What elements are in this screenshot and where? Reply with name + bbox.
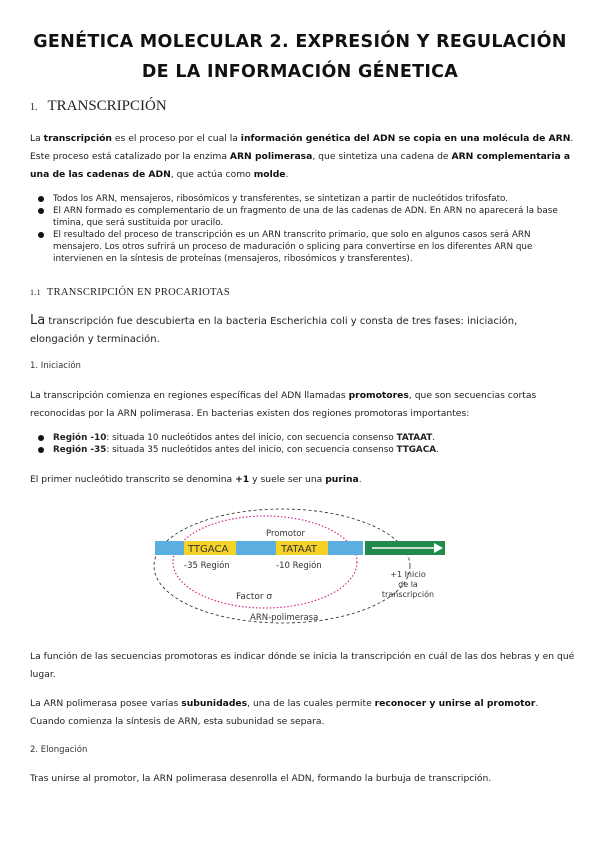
- bold-term: ARN complementaria a una de las cadenas de ADN: [30, 151, 571, 180]
- polimerasa-label: ARN-polimerasa: [250, 613, 319, 623]
- subsection-number: 1.1: [30, 288, 41, 297]
- page-title: GENÉTICA MOLECULAR 2. EXPRESIÓN Y REGULACIÓN DE LA INFORMACIÓN GÉNETICA: [33, 32, 567, 82]
- bold-term: molde: [253, 169, 286, 180]
- section-heading-transcripcion: [30, 98, 167, 115]
- text: .: [436, 445, 439, 455]
- funcion-paragraph: La función de las secuencias promotoras es indicar dónde se inicia la transcripción en cuál de las dos hebras y en qué lugar.: [30, 651, 575, 680]
- text: transcripción fue descubierta en la bacteria Escherichia coli y consta de tres fases: iniciación, elongación y terminación.: [30, 316, 518, 345]
- text: : situada 35 nucleótidos antes del inicio, con secuencia consenso: [106, 445, 397, 455]
- bold-term: transcripción: [43, 133, 112, 144]
- bold-term: purina: [325, 474, 359, 485]
- bold-term: ARN polimerasa: [229, 151, 313, 162]
- text: , que son secuencias cortas reconocidas por la ARN polimerasa. En bacterias existen dos regiones promotoras importantes:: [30, 390, 537, 419]
- bold-term: subunidades: [181, 698, 248, 709]
- list-item: [38, 444, 573, 456]
- box-10-text: TATAAT: [281, 544, 318, 555]
- subheading-elongacion: 2. Elongación: [30, 745, 88, 755]
- elongacion-paragraph: Tras unirse al promotor, la ARN polimerasa desenrolla el ADN, formando la burbuja de transcripción.: [30, 773, 492, 784]
- list-item-text: Todos los ARN, mensajeros, ribosómicos y transferentes, se sintetizan a partir de nucleótidos trifosfato.: [53, 194, 509, 204]
- text: .: [432, 433, 435, 443]
- text: es el proceso por el cual la: [111, 133, 241, 144]
- primer-nucleotido-paragraph: [30, 471, 575, 489]
- subsection-heading-procariotas: [30, 287, 230, 298]
- bullet-icon: [38, 447, 44, 453]
- bullet-icon: [38, 232, 44, 238]
- section-number: 1.: [30, 102, 38, 113]
- inicio-label-3: transcripción: [381, 590, 435, 599]
- list-item-text: El resultado del proceso de transcripción es un ARN transcrito primario, que solo en algunos casos será ARN mensajero. Los otros sufrirá un proceso de maduración o splicing para convertirse en los diferentes ARN que intervienen en la síntesis de proteínas (mensajeros, ribosómicos y transferentes).: [53, 230, 533, 264]
- text: y suele ser una: [249, 474, 326, 485]
- procariotas-paragraph: [30, 312, 575, 349]
- subheading-iniciacion: 1. Iniciación: [30, 361, 81, 371]
- text: .: [358, 474, 362, 485]
- list-item: [38, 229, 573, 265]
- inicio-label-2: de la: [398, 580, 418, 589]
- subunidades-paragraph: [30, 695, 575, 731]
- text: , una de las cuales permite: [247, 698, 375, 709]
- bold-term: +1: [235, 474, 250, 485]
- bullet-icon: [38, 435, 44, 441]
- text: La: [30, 133, 44, 144]
- promotor-label: Promotor: [266, 529, 305, 539]
- bold-term: Región -35: [53, 445, 107, 455]
- text: .: [285, 169, 289, 180]
- bold-term: TTGACA: [396, 445, 436, 455]
- text: La ARN polimerasa posee varias: [30, 698, 182, 709]
- list-item: [38, 193, 573, 205]
- factor-sigma-label: Factor σ: [236, 592, 273, 602]
- section-title: TRANSCRIPCIÓN: [47, 98, 167, 114]
- list-item-text: El ARN formado es complementario de un fragmento de una de las cadenas de ADN. En ARN no aparecerá la base timina, que será sustituida por uracilo.: [53, 206, 558, 228]
- subsection-title: TRANSCRIPCIÓN EN PROCARIOTAS: [46, 287, 231, 298]
- list-item: [38, 205, 573, 229]
- iniciacion-paragraph: [30, 387, 575, 423]
- bold-term: TATAAT: [396, 433, 433, 443]
- bullet-list-regiones: [38, 432, 573, 456]
- region-10-label: -10 Región: [276, 561, 322, 571]
- text: : situada 10 nucleótidos antes del inicio, con secuencia consenso: [106, 433, 397, 443]
- region-35-label: -35 Región: [184, 561, 230, 571]
- inicio-label-1: +1 Inicio: [390, 570, 426, 579]
- bullet-icon: [38, 196, 44, 202]
- intro-paragraph: [30, 130, 575, 184]
- bold-term: Región -10: [53, 433, 107, 443]
- text: . Cuando comienza la síntesis de ARN, esta subunidad se separa.: [30, 698, 539, 727]
- bullet-icon: [38, 208, 44, 214]
- promoter-diagram: [150, 508, 450, 632]
- text: La transcripción comienza en regiones específicas del ADN llamadas: [30, 390, 349, 401]
- bold-term: reconocer y unirse al promotor: [374, 698, 536, 709]
- text: El primer nucleótido transcrito se denomina: [30, 474, 236, 485]
- bold-term: información genética del ADN se copia en una molécula de ARN: [240, 133, 571, 144]
- text: , que sintetiza una cadena de: [312, 151, 452, 162]
- bullet-list-arn: [38, 193, 573, 265]
- list-item: [38, 432, 573, 444]
- box-35-text: TTGACA: [188, 544, 229, 555]
- text: , que actúa como: [170, 169, 254, 180]
- text: La: [30, 313, 46, 328]
- text: . Este proceso está catalizado por la enzima: [30, 133, 574, 162]
- bold-term: promotores: [348, 390, 409, 401]
